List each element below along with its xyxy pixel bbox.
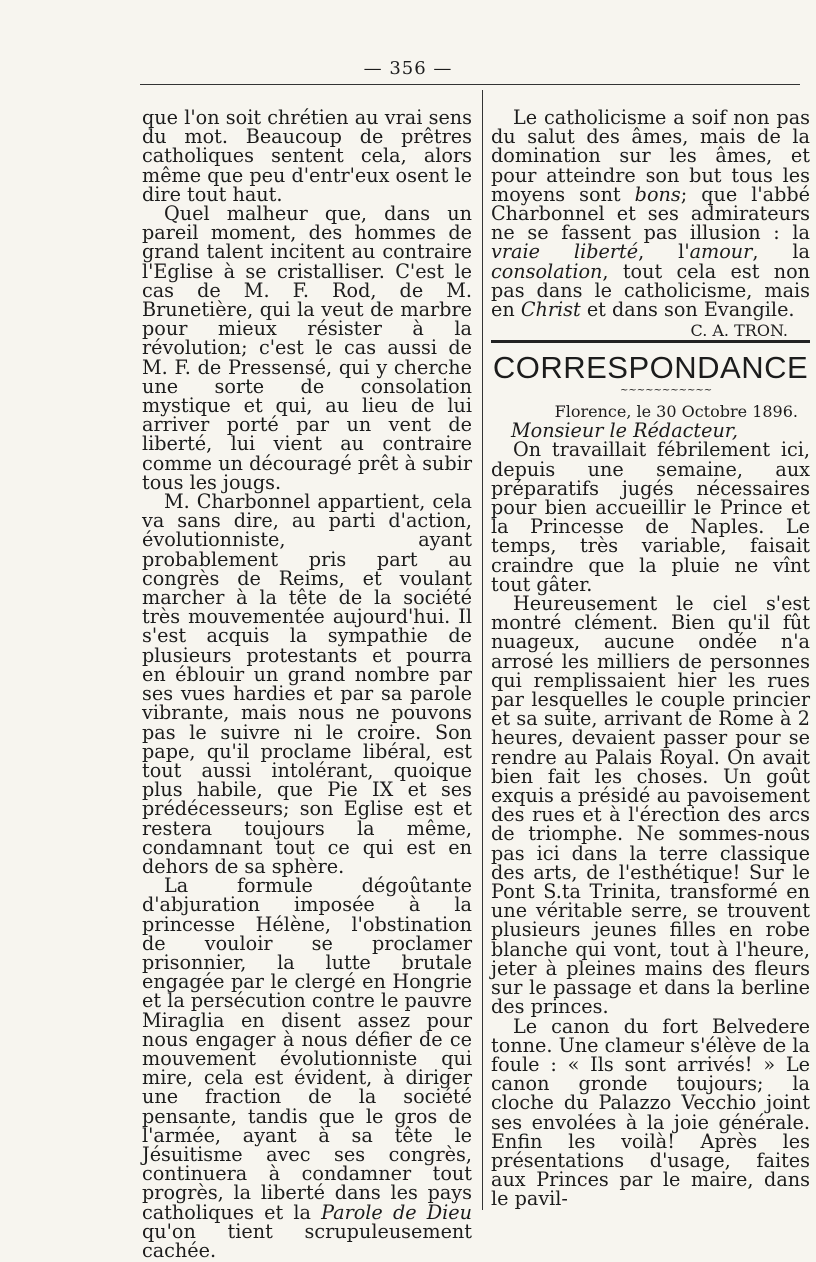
section-heading: CORRESPONDANCE: [492, 350, 809, 385]
text-run: La formule dégoûtante d'abjuration imposée à la princesse Hélène, l'obstination de vouloir se proclamer prisonnier, la lutte brutale engagée par le clergé en Hongrie et la persécution contre le pauvre Miraglia en disent assez pour nous engager à nous défier de ce mouvement évolutionniste qui mire, cela est évident, à diriger une fraction de la société pensante, tandis que le gros de l'armée, ayant à sa tête le Jésuitisme avec ses congrès, continuera à condamner tout progrès, la liberté dans les pays catholiques et la: [142, 874, 472, 1224]
section-rule: [491, 340, 810, 343]
text-run: , tout cela est non pas dans le catholicisme, mais en: [491, 259, 810, 322]
ornament-divider: ~~~~~~~~~~~: [620, 385, 713, 396]
page-number: — 356 —: [363, 58, 453, 79]
italic-run: bons: [634, 182, 681, 206]
left-paragraph-4: [142, 876, 472, 1260]
left-paragraph-3: M. Charbonnel appartient, cela va sans dire, au parti d'action, évolutionniste, ayant probablement pris part au congrès de Reims, et voulant marcher à la tête de la société très mouvementée aujourd'hui. Il s'est acquis la sympathie de plusieurs protestants et pourra en éblouir un grand nombre par ses vues hardies et par sa parole vibrante, mais nous ne pouvons pas le suivre ni le croire. Son pape, qu'il proclame libéral, est tout aussi intolérant, quoique plus habile, que Pie IX et ses prédécesseurs; son Eglise est et restera toujours la même, condamnant tout ce qui est en dehors de sa sphère.: [142, 490, 472, 878]
left-column: [142, 108, 472, 1260]
italic-run: consolation: [491, 259, 603, 283]
correspondance-paragraph-1: On travaillait fébrilement ici, depuis une semaine, aux préparatifs jugés nécessaires pour bien accueillir le Prince et la Princesse de Naples. Le temps, très variable, faisait craindre que la pluie ne vînt tout gâter.: [491, 438, 810, 596]
text-run: qu'on tient scrupuleusement cachée.: [142, 1219, 472, 1262]
left-paragraph-2: Quel malheur que, dans un pareil moment, des hommes de grand talent incitent au contraire l'Eglise à se cristalliser. C'est le cas de M. F. Rod, de M. Brunetière, qui la veut de marbre pour mieux résister à la révolution; c'est le cas aussi de M. F. de Pressensé, qui y cherche une sorte de consolation mystique et qui, au lieu de lui arriver porté par un vent de liberté, lui vient au contraire comme un découragé prêt à subir tous les jougs.: [142, 202, 472, 494]
text-run: Le catholicisme a soif non pas du salut des âmes, mais de la domination sur les âmes, et pour atteindre son but tous les moyens sont: [491, 106, 810, 206]
header-rule: [140, 84, 800, 85]
italic-run: Christ: [520, 298, 581, 322]
text-run: , l': [638, 240, 690, 264]
text-run: , la: [752, 240, 810, 264]
correspondance-paragraph-2: Heureusement le ciel s'est montré clément. Bien qu'il fût nuageux, aucune ondée n'a arrosé les milliers de personnes qui remplissaient hier les rues par lesquelles le couple princier et sa suite, arrivant de Rome à 2 heures, devaient passer pour se rendre au Palais Royal. On avait bien fait les choses. Un goût exquis a présidé au pavoisement des rues et à l'érection des arcs de triomphe. Ne sommes-nous pas ici dans la terre classique des arts, de l'esthétique! Sur le Pont S.ta Trinita, transformé en une véritable serre, se trouvent plusieurs jeunes filles en robe blanche qui vont, tout à l'heure, jeter à pleines mains des fleurs sur le passage et dans la berline des princes.: [491, 592, 810, 1019]
signature: C. A. TRON.: [690, 321, 788, 341]
text-run: ; que l'abbé Charbonnel et ses admirateurs ne se fassent pas illusion : la: [491, 182, 810, 245]
right-column-top: [491, 108, 810, 340]
italic-run: Parole de Dieu: [321, 1200, 472, 1224]
correspondance-paragraph-3: Le canon du fort Belvedere tonne. Une clameur s'élève de la foule : « Ils sont arrivés! » Le canon gronde toujours; la cloche du Palazzo Vecchio joint ses envolées à la joie générale. Enfin les voilà! Après les présentations d'usage, faites aux Princes par le maire, dans le pavil-: [491, 1014, 810, 1211]
right-column-correspondance: [491, 402, 810, 1209]
column-divider: [482, 90, 483, 1210]
salutation: Monsieur le Rédacteur,: [511, 419, 738, 443]
dateline: Florence, le 30 Octobre 1896.: [554, 402, 798, 421]
italic-run: vraie liberté: [491, 240, 639, 264]
left-paragraph-1: que l'on soit chrétien au vrai sens du mot. Beaucoup de prêtres catholiques sentent cela, alors même que peu d'entr'eux osent le dire tout haut.: [142, 106, 472, 206]
italic-run: amour: [689, 240, 753, 264]
text-run: et dans son Evangile.: [580, 298, 795, 322]
right-paragraph-1: [491, 106, 810, 322]
